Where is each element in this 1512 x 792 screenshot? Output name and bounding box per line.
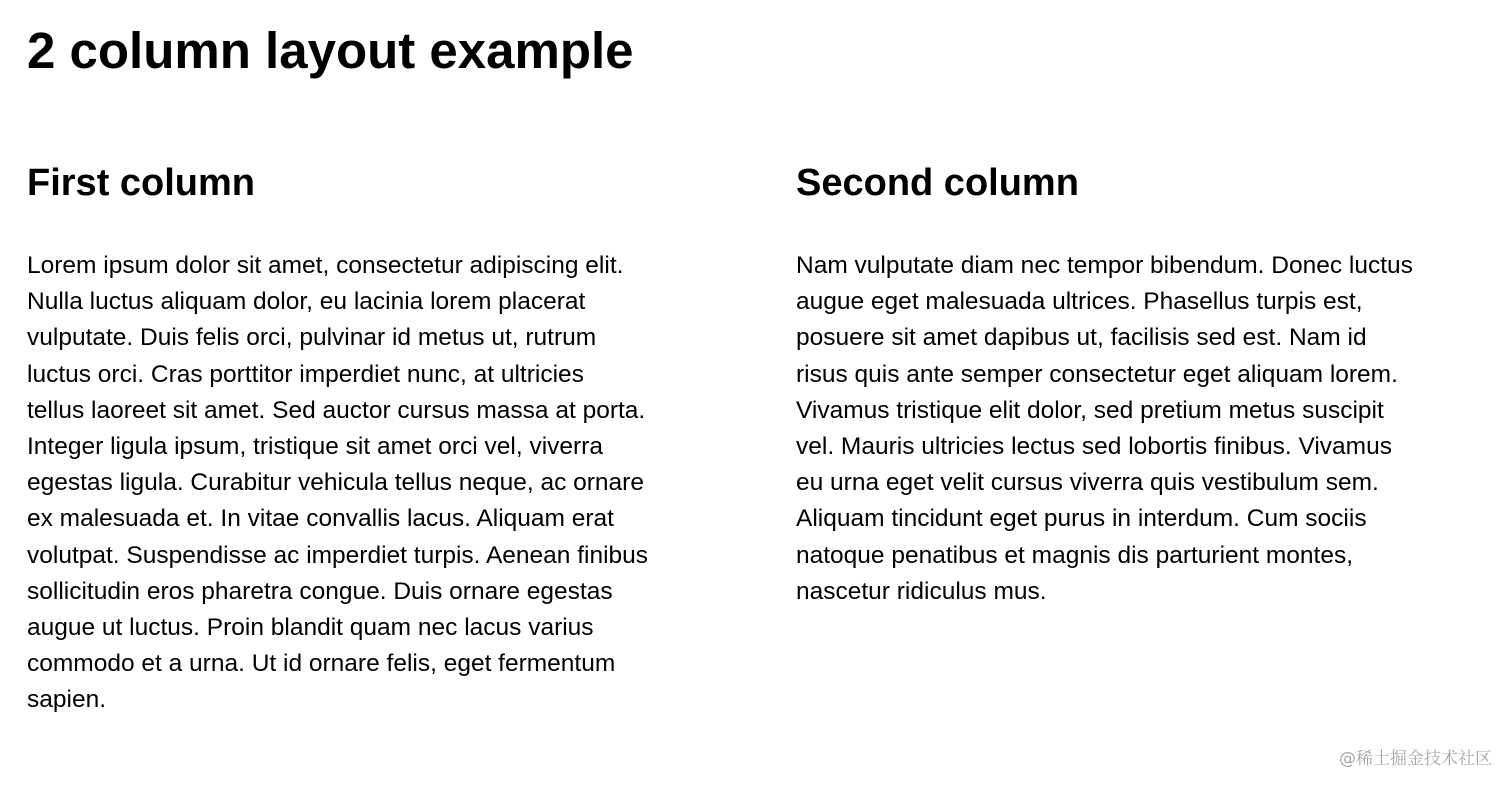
column-heading: First column [27,162,256,204]
column-paragraph [27,248,739,719]
text-line: tellus laoreet sit amet. Sed auctor cursus massa at porta. [27,396,646,424]
text-line: volutpat. Suspendisse ac imperdiet turpis. Aenean finibus [27,541,649,569]
text-line: ex malesuada et. In vitae convallis lacus. Aliquam erat [27,505,614,533]
first-column [27,158,739,719]
text-line: vulputate. Duis felis orci, pulvinar id metus ut, rutrum [27,324,597,352]
text-line: Nam vulputate diam nec tempor bibendum. Donec luctus [796,252,1413,279]
text-line: commodo et a urna. Ut id ornare felis, eget fermentum [27,650,616,678]
page-title: 2 column layout example [27,22,634,79]
text-line: Nulla luctus aliquam dolor, eu lacinia lorem placerat [27,288,586,316]
second-column [796,158,1496,610]
text-line: Aliquam tincidunt eget purus in interdum. Cum sociis [796,505,1367,533]
text-line: Vivamus tristique elit dolor, sed pretium metus suscipit [796,396,1384,424]
text-line: posuere sit amet dapibus ut, facilisis sed est. Nam id [796,324,1367,352]
text-line: Lorem ipsum dolor sit amet, consectetur adipiscing elit. [27,252,624,279]
text-line: sapien. [27,686,107,714]
text-line: natoque penatibus et magnis dis parturient montes, [796,541,1354,569]
watermark: @稀土掘金技术社区 [1339,749,1492,769]
text-line: augue ut luctus. Proin blandit quam nec lacus varius [27,614,594,642]
column-heading: Second column [796,162,1079,204]
text-line: risus quis ante semper consectetur eget aliquam lorem. [796,360,1398,388]
text-line: eu urna eget velit cursus viverra quis vestibulum sem. [796,469,1379,497]
text-line: luctus orci. Cras porttitor imperdiet nunc, at ultricies [27,360,584,388]
text-line: vel. Mauris ultricies lectus sed lobortis finibus. Vivamus [796,433,1392,461]
text-line: Integer ligula ipsum, tristique sit amet orci vel, viverra [27,433,603,461]
text-line: augue eget malesuada ultrices. Phasellus turpis est, [796,288,1363,316]
text-line: egestas ligula. Curabitur vehicula tellus neque, ac ornare [27,469,644,497]
text-line: sollicitudin eros pharetra congue. Duis ornare egestas [27,577,613,605]
text-line: nascetur ridiculus mus. [796,577,1047,605]
column-paragraph [796,248,1496,610]
